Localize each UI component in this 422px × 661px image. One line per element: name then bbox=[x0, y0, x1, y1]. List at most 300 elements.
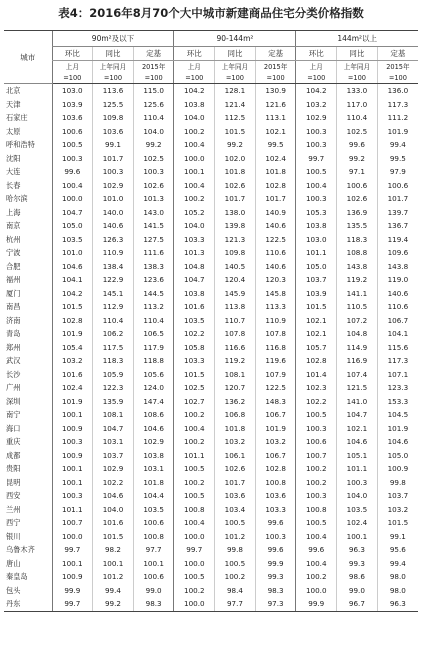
city-name: 大连 bbox=[6, 167, 21, 176]
index-value: 124.0 bbox=[133, 381, 174, 395]
table-row bbox=[4, 462, 418, 476]
index-value: 100.3 bbox=[296, 422, 337, 436]
index-value: 109.8 bbox=[93, 111, 134, 125]
index-value: 115.6 bbox=[377, 341, 418, 355]
index-value: 102.6 bbox=[215, 462, 256, 476]
index-value: 153.3 bbox=[377, 395, 418, 409]
index-value: 117.9 bbox=[133, 341, 174, 355]
index-value: 99.5 bbox=[255, 138, 296, 152]
city-name: 杭州 bbox=[6, 234, 21, 244]
index-value: 110.6 bbox=[255, 246, 296, 260]
city-name: 长沙 bbox=[6, 369, 21, 379]
index-value: 116.6 bbox=[215, 341, 256, 355]
table-row bbox=[4, 246, 418, 260]
city-name: 兰州 bbox=[6, 504, 21, 514]
table-row bbox=[4, 449, 418, 463]
index-value: 100.5 bbox=[215, 516, 256, 530]
index-value: 106.5 bbox=[133, 327, 174, 341]
index-value: 99.0 bbox=[337, 584, 378, 598]
index-value: 99.4 bbox=[377, 557, 418, 571]
index-value: 100.1 bbox=[52, 408, 93, 422]
index-value: 125.5 bbox=[93, 98, 134, 112]
index-value: 101.0 bbox=[52, 246, 93, 260]
index-value: 99.7 bbox=[296, 152, 337, 166]
index-value: 99.1 bbox=[377, 530, 418, 544]
index-value: 107.8 bbox=[255, 327, 296, 341]
index-value: 100.4 bbox=[174, 516, 215, 530]
index-value: 120.3 bbox=[255, 273, 296, 287]
index-value: 107.1 bbox=[377, 368, 418, 382]
index-value: 107.8 bbox=[215, 327, 256, 341]
index-value: 100.0 bbox=[174, 530, 215, 544]
index-value: 97.3 bbox=[255, 597, 296, 611]
index-value: 102.7 bbox=[174, 395, 215, 409]
sub-header: 定基 bbox=[255, 47, 296, 61]
index-value: 102.6 bbox=[337, 192, 378, 206]
index-value: 100.1 bbox=[93, 557, 134, 571]
base-header-line1: 上月 bbox=[52, 61, 93, 73]
index-value: 104.6 bbox=[52, 260, 93, 274]
index-value: 96.7 bbox=[337, 597, 378, 611]
city-name: 太原 bbox=[6, 126, 21, 136]
index-value: 106.7 bbox=[377, 314, 418, 328]
sub-header: 定基 bbox=[133, 47, 174, 61]
index-value: 99.5 bbox=[377, 152, 418, 166]
index-value: 109.8 bbox=[215, 246, 256, 260]
index-value: 103.9 bbox=[296, 287, 337, 301]
city-name: 长春 bbox=[6, 180, 21, 190]
index-value: 110.5 bbox=[337, 300, 378, 314]
index-value: 125.6 bbox=[133, 98, 174, 112]
index-value: 104.2 bbox=[296, 84, 337, 98]
index-value: 99.2 bbox=[93, 597, 134, 611]
index-value: 102.3 bbox=[296, 381, 337, 395]
city-name: 济南 bbox=[6, 315, 21, 325]
table-row bbox=[4, 530, 418, 544]
table-row bbox=[4, 300, 418, 314]
index-value: 140.5 bbox=[215, 260, 256, 274]
city-name: 福州 bbox=[6, 275, 21, 284]
index-value: 103.5 bbox=[174, 314, 215, 328]
index-value: 138.3 bbox=[133, 260, 174, 274]
city-name: 成都 bbox=[6, 450, 21, 460]
table-title: 表4：2016年8月70个大中城市新建商品住宅分类价格指数 bbox=[58, 6, 364, 20]
index-value: 102.8 bbox=[255, 462, 296, 476]
index-value: 99.8 bbox=[377, 476, 418, 490]
index-value: 105.9 bbox=[93, 368, 134, 382]
index-value: 101.5 bbox=[174, 368, 215, 382]
table-row bbox=[4, 233, 418, 247]
index-value: 100.2 bbox=[174, 435, 215, 449]
index-value: 100.6 bbox=[133, 570, 174, 584]
table-row bbox=[4, 125, 418, 139]
base-header-line1: 上年同月 bbox=[337, 61, 378, 73]
index-value: 141.5 bbox=[133, 219, 174, 233]
index-value: 123.3 bbox=[377, 381, 418, 395]
index-value: 100.0 bbox=[174, 152, 215, 166]
city-name: 南京 bbox=[6, 221, 21, 230]
index-value: 140.0 bbox=[93, 206, 134, 220]
index-value: 103.3 bbox=[174, 233, 215, 247]
sub-header: 同比 bbox=[93, 47, 134, 61]
index-value: 136.7 bbox=[377, 219, 418, 233]
table-row bbox=[4, 327, 418, 341]
base-header-line2: =100 bbox=[52, 72, 93, 84]
index-value: 102.1 bbox=[337, 422, 378, 436]
index-value: 100.5 bbox=[296, 408, 337, 422]
base-header-line2: =100 bbox=[296, 72, 337, 84]
index-value: 120.4 bbox=[215, 273, 256, 287]
city-name: 合肥 bbox=[6, 261, 21, 271]
index-value: 98.0 bbox=[377, 570, 418, 584]
index-value: 101.6 bbox=[52, 368, 93, 382]
index-value: 104.6 bbox=[337, 435, 378, 449]
index-value: 102.1 bbox=[296, 314, 337, 328]
index-value: 100.2 bbox=[174, 476, 215, 490]
city-name: 深圳 bbox=[6, 396, 21, 406]
table-row bbox=[4, 476, 418, 490]
index-value: 101.9 bbox=[255, 422, 296, 436]
index-value: 106.2 bbox=[93, 327, 134, 341]
index-value: 100.2 bbox=[174, 584, 215, 598]
index-value: 103.6 bbox=[52, 111, 93, 125]
index-value: 108.1 bbox=[215, 368, 256, 382]
index-value: 140.9 bbox=[255, 206, 296, 220]
index-value: 105.6 bbox=[133, 368, 174, 382]
index-value: 99.3 bbox=[337, 557, 378, 571]
index-value: 100.0 bbox=[174, 557, 215, 571]
index-value: 107.4 bbox=[337, 368, 378, 382]
index-value: 101.3 bbox=[133, 192, 174, 206]
index-value: 101.8 bbox=[215, 422, 256, 436]
index-value: 105.7 bbox=[296, 341, 337, 355]
index-value: 100.3 bbox=[255, 530, 296, 544]
index-value: 104.7 bbox=[337, 408, 378, 422]
index-value: 100.5 bbox=[174, 489, 215, 503]
table-row bbox=[4, 584, 418, 598]
index-value: 101.1 bbox=[296, 246, 337, 260]
city-name: 西安 bbox=[6, 491, 21, 500]
index-value: 116.9 bbox=[337, 354, 378, 368]
index-value: 100.8 bbox=[174, 503, 215, 517]
index-value: 102.8 bbox=[52, 314, 93, 328]
index-value: 101.1 bbox=[337, 462, 378, 476]
index-value: 117.0 bbox=[337, 98, 378, 112]
index-value: 98.3 bbox=[255, 584, 296, 598]
index-value: 97.7 bbox=[133, 543, 174, 557]
index-value: 101.5 bbox=[93, 530, 134, 544]
index-value: 100.8 bbox=[133, 530, 174, 544]
index-value: 122.5 bbox=[255, 233, 296, 247]
index-value: 102.9 bbox=[93, 462, 134, 476]
index-value: 99.0 bbox=[133, 584, 174, 598]
index-value: 119.4 bbox=[377, 233, 418, 247]
index-value: 138.4 bbox=[93, 260, 134, 274]
table-row bbox=[4, 354, 418, 368]
index-value: 103.8 bbox=[296, 219, 337, 233]
city-name: 秦皇岛 bbox=[6, 572, 28, 581]
index-value: 102.4 bbox=[255, 152, 296, 166]
index-value: 110.4 bbox=[337, 111, 378, 125]
group-header-medium: 90-144m² bbox=[174, 31, 296, 47]
index-value: 100.3 bbox=[52, 435, 93, 449]
index-value: 107.9 bbox=[255, 368, 296, 382]
index-value: 101.9 bbox=[377, 422, 418, 436]
base-header-line2: =100 bbox=[377, 72, 418, 84]
index-value: 102.5 bbox=[337, 125, 378, 139]
city-name: 重庆 bbox=[6, 437, 21, 446]
table-row bbox=[4, 395, 418, 409]
index-value: 101.7 bbox=[93, 152, 134, 166]
index-value: 147.4 bbox=[133, 395, 174, 409]
index-value: 103.2 bbox=[255, 435, 296, 449]
index-value: 99.6 bbox=[337, 138, 378, 152]
index-value: 101.2 bbox=[215, 530, 256, 544]
index-value: 141.0 bbox=[337, 395, 378, 409]
sub-header-row bbox=[4, 47, 418, 61]
index-value: 135.9 bbox=[93, 395, 134, 409]
index-value: 100.1 bbox=[174, 165, 215, 179]
index-value: 105.4 bbox=[52, 341, 93, 355]
table-row bbox=[4, 422, 418, 436]
index-value: 103.3 bbox=[174, 354, 215, 368]
index-value: 105.0 bbox=[377, 449, 418, 463]
city-name: 海口 bbox=[6, 423, 21, 433]
index-value: 101.5 bbox=[377, 516, 418, 530]
index-value: 100.0 bbox=[174, 597, 215, 611]
table-row bbox=[4, 314, 418, 328]
index-value: 101.8 bbox=[133, 476, 174, 490]
base-header-line2: =100 bbox=[174, 72, 215, 84]
sub-header: 环比 bbox=[174, 47, 215, 61]
table-row bbox=[4, 408, 418, 422]
index-value: 99.4 bbox=[93, 584, 134, 598]
index-value: 121.4 bbox=[215, 98, 256, 112]
index-value: 113.6 bbox=[93, 84, 134, 98]
index-value: 108.6 bbox=[133, 408, 174, 422]
index-value: 99.6 bbox=[255, 516, 296, 530]
index-value: 98.3 bbox=[133, 597, 174, 611]
index-value: 100.2 bbox=[296, 570, 337, 584]
city-name: 宁波 bbox=[6, 248, 21, 257]
index-value: 113.2 bbox=[133, 300, 174, 314]
index-value: 101.9 bbox=[52, 327, 93, 341]
table-row bbox=[4, 503, 418, 517]
base-header-line1: 上年同月 bbox=[93, 61, 134, 73]
city-name: 北京 bbox=[6, 86, 21, 95]
index-value: 101.4 bbox=[296, 368, 337, 382]
index-value: 100.1 bbox=[52, 462, 93, 476]
index-value: 104.0 bbox=[337, 489, 378, 503]
index-value: 140.6 bbox=[255, 260, 296, 274]
city-name: 石家庄 bbox=[6, 113, 28, 122]
index-value: 97.7 bbox=[215, 597, 256, 611]
index-value: 100.0 bbox=[52, 530, 93, 544]
index-value: 102.9 bbox=[133, 435, 174, 449]
index-value: 101.2 bbox=[93, 570, 134, 584]
index-value: 102.1 bbox=[255, 125, 296, 139]
index-value: 100.4 bbox=[296, 179, 337, 193]
index-value: 101.3 bbox=[174, 246, 215, 260]
index-value: 99.7 bbox=[52, 543, 93, 557]
group-header-large: 144m²以上 bbox=[296, 31, 418, 47]
index-value: 143.8 bbox=[377, 260, 418, 274]
city-name: 丹东 bbox=[4, 597, 52, 611]
table-row bbox=[4, 381, 418, 395]
table-row bbox=[4, 368, 418, 382]
index-value: 113.8 bbox=[215, 300, 256, 314]
index-value: 97.1 bbox=[337, 165, 378, 179]
index-value: 145.9 bbox=[215, 287, 256, 301]
index-value: 101.1 bbox=[174, 449, 215, 463]
index-value: 100.3 bbox=[52, 489, 93, 503]
table-row bbox=[4, 179, 418, 193]
index-value: 102.4 bbox=[52, 381, 93, 395]
table-row bbox=[4, 341, 418, 355]
index-value: 133.0 bbox=[337, 84, 378, 98]
index-value: 98.6 bbox=[337, 570, 378, 584]
index-value: 102.8 bbox=[255, 179, 296, 193]
base-header-line2: =100 bbox=[337, 72, 378, 84]
index-value: 117.3 bbox=[377, 354, 418, 368]
index-value: 140.6 bbox=[93, 219, 134, 233]
base-header-row-1 bbox=[4, 61, 418, 73]
index-value: 102.2 bbox=[93, 476, 134, 490]
table-row bbox=[4, 516, 418, 530]
base-header-line2: =100 bbox=[133, 72, 174, 84]
index-value: 100.4 bbox=[174, 138, 215, 152]
index-value: 100.5 bbox=[174, 462, 215, 476]
index-value: 104.2 bbox=[174, 84, 215, 98]
index-value: 141.1 bbox=[337, 287, 378, 301]
index-value: 139.7 bbox=[377, 206, 418, 220]
index-value: 110.9 bbox=[255, 314, 296, 328]
index-value: 143.8 bbox=[337, 260, 378, 274]
index-value: 103.6 bbox=[93, 125, 134, 139]
index-value: 104.1 bbox=[377, 327, 418, 341]
index-value: 100.5 bbox=[296, 165, 337, 179]
sub-header: 环比 bbox=[52, 47, 93, 61]
index-value: 100.2 bbox=[174, 125, 215, 139]
index-value: 108.1 bbox=[93, 408, 134, 422]
index-value: 109.6 bbox=[377, 246, 418, 260]
index-value: 100.3 bbox=[296, 192, 337, 206]
city-name: 广州 bbox=[6, 383, 21, 392]
index-value: 103.9 bbox=[52, 98, 93, 112]
index-value: 99.6 bbox=[52, 165, 93, 179]
price-index-table bbox=[4, 30, 418, 612]
index-value: 122.3 bbox=[93, 381, 134, 395]
index-value: 100.6 bbox=[133, 516, 174, 530]
index-value: 100.3 bbox=[296, 138, 337, 152]
index-value: 103.5 bbox=[337, 503, 378, 517]
base-header-line1: 上月 bbox=[296, 61, 337, 73]
index-value: 99.2 bbox=[133, 138, 174, 152]
table-row bbox=[4, 273, 418, 287]
index-value: 102.4 bbox=[337, 516, 378, 530]
index-value: 100.3 bbox=[296, 125, 337, 139]
table-row bbox=[4, 557, 418, 571]
index-value: 119.2 bbox=[215, 354, 256, 368]
index-value: 103.8 bbox=[133, 449, 174, 463]
base-header-line2: =100 bbox=[215, 72, 256, 84]
city-name: 青岛 bbox=[6, 329, 21, 338]
index-value: 97.9 bbox=[377, 165, 418, 179]
index-value: 140.6 bbox=[377, 287, 418, 301]
index-value: 105.2 bbox=[174, 206, 215, 220]
index-value: 95.6 bbox=[377, 543, 418, 557]
table-row bbox=[4, 287, 418, 301]
index-value: 100.7 bbox=[52, 516, 93, 530]
index-value: 101.5 bbox=[296, 300, 337, 314]
index-value: 118.3 bbox=[337, 233, 378, 247]
index-value: 100.2 bbox=[174, 192, 215, 206]
city-name: 南昌 bbox=[6, 302, 21, 311]
index-value: 110.4 bbox=[93, 314, 134, 328]
index-value: 100.3 bbox=[52, 152, 93, 166]
index-value: 118.8 bbox=[133, 354, 174, 368]
index-value: 112.5 bbox=[215, 111, 256, 125]
index-value: 100.9 bbox=[377, 462, 418, 476]
base-header-line1: 上月 bbox=[174, 61, 215, 73]
index-value: 98.2 bbox=[93, 543, 134, 557]
index-value: 117.3 bbox=[377, 98, 418, 112]
index-value: 105.0 bbox=[52, 219, 93, 233]
index-value: 104.7 bbox=[93, 422, 134, 436]
index-value: 105.0 bbox=[296, 260, 337, 274]
index-value: 100.3 bbox=[93, 165, 134, 179]
index-value: 100.3 bbox=[133, 165, 174, 179]
table-row bbox=[4, 206, 418, 220]
index-value: 102.1 bbox=[296, 327, 337, 341]
index-value: 104.0 bbox=[133, 125, 174, 139]
table-row bbox=[4, 543, 418, 557]
index-value: 122.9 bbox=[93, 273, 134, 287]
table-row bbox=[4, 260, 418, 274]
index-value: 104.2 bbox=[52, 287, 93, 301]
city-name: 郑州 bbox=[6, 342, 21, 352]
index-value: 103.1 bbox=[93, 435, 134, 449]
index-value: 121.5 bbox=[337, 381, 378, 395]
index-value: 107.2 bbox=[337, 314, 378, 328]
index-value: 105.3 bbox=[296, 206, 337, 220]
index-value: 102.2 bbox=[296, 395, 337, 409]
index-value: 99.2 bbox=[215, 138, 256, 152]
index-value: 100.4 bbox=[174, 422, 215, 436]
index-value: 122.5 bbox=[255, 381, 296, 395]
index-value: 103.0 bbox=[52, 84, 93, 98]
city-name: 沈阳 bbox=[6, 153, 21, 163]
city-name: 南宁 bbox=[6, 410, 21, 419]
index-value: 104.6 bbox=[93, 489, 134, 503]
index-value: 100.5 bbox=[174, 570, 215, 584]
index-value: 104.0 bbox=[174, 219, 215, 233]
index-value: 100.4 bbox=[296, 557, 337, 571]
index-value: 103.4 bbox=[215, 503, 256, 517]
index-value: 101.1 bbox=[52, 503, 93, 517]
index-value: 138.0 bbox=[215, 206, 256, 220]
index-value: 115.0 bbox=[133, 84, 174, 98]
index-value: 101.9 bbox=[377, 125, 418, 139]
index-value: 111.6 bbox=[133, 246, 174, 260]
sub-header: 同比 bbox=[215, 47, 256, 61]
index-value: 103.6 bbox=[215, 489, 256, 503]
city-name: 厦门 bbox=[6, 288, 21, 298]
index-value: 100.6 bbox=[296, 435, 337, 449]
index-value: 104.6 bbox=[377, 435, 418, 449]
city-name: 唐山 bbox=[6, 558, 21, 568]
index-value: 103.5 bbox=[52, 233, 93, 247]
